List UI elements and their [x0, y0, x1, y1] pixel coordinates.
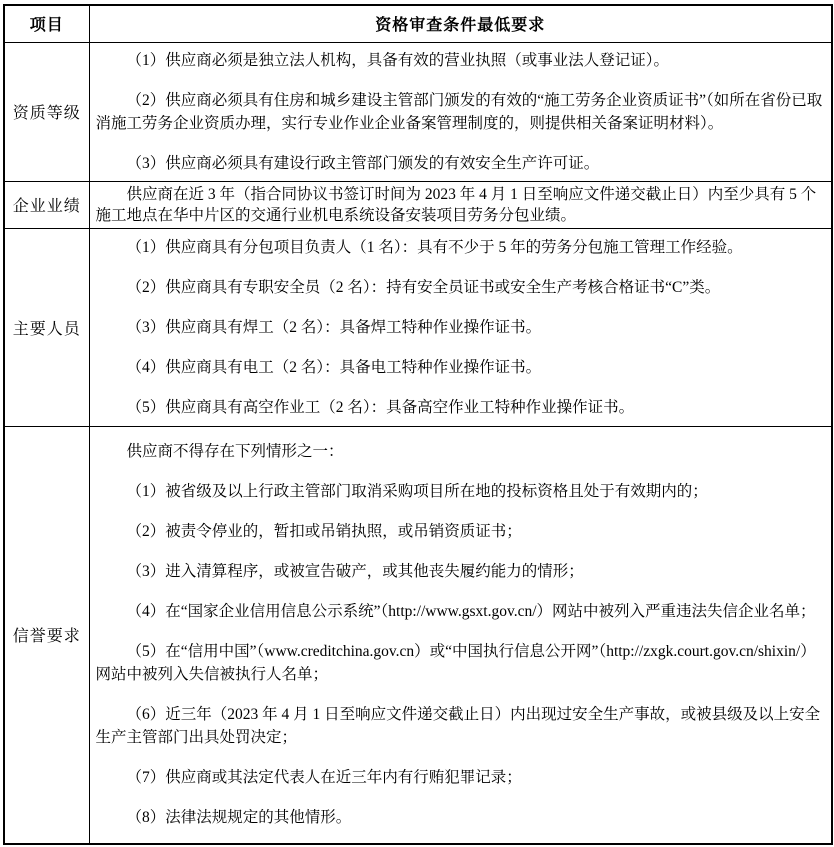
requirement-paragraph: （1）被省级及以上行政主管部门取消采购项目所在地的投标资格且处于有效期内的；: [126, 483, 708, 501]
header-cell-requirements: 资格审查条件最低要求: [89, 5, 832, 42]
row-content-key-personnel: [89, 228, 832, 426]
qualification-review-table: [3, 4, 833, 845]
requirement-paragraph: （1）供应商必须是独立法人机构，具备有效的营业执照（或事业法人登记证）。: [126, 51, 670, 69]
row-content-qualification-level: [89, 42, 832, 181]
row-content-enterprise-performance: [89, 181, 832, 228]
table-row-enterprise-performance: [4, 181, 832, 228]
header-cell-item: 项目: [4, 5, 89, 42]
table-header-row: [4, 5, 832, 42]
row-label-enterprise-performance: 企业业绩: [4, 181, 89, 228]
requirement-paragraph: （6）近三年（2023 年 4 月 1 日至响应文件递交截止日）内出现过安全生产事故，或被县级及以上安全生产主管部门出具处罚决定；: [95, 706, 821, 747]
requirement-paragraph: （5）在“信用中国”（www.creditchina.gov.cn）或“中国执行信息公开网”（http://zxgk.court.gov.cn/shixin/）网站中被列入失信被执行人名单；: [95, 643, 816, 684]
requirement-paragraph: （1）供应商具有分包项目负责人（1 名）：具有不少于 5 年的劳务分包施工管理工作经验。: [126, 238, 743, 256]
requirement-paragraph: （3）供应商具有焊工（2 名）：具备焊工特种作业操作证书。: [126, 318, 542, 336]
requirement-paragraph: （7）供应商或其法定代表人在近三年内有行贿犯罪记录；: [126, 769, 522, 787]
requirement-paragraph: （3）进入清算程序，或被宣告破产，或其他丧失履约能力的情形；: [126, 563, 584, 581]
requirement-paragraph: （3）供应商必须具有建设行政主管部门颁发的有效安全生产许可证。: [126, 154, 600, 172]
requirement-paragraph: 供应商不得存在下列情形之一：: [126, 443, 344, 461]
table-row-key-personnel: [4, 228, 832, 426]
requirement-paragraph: （8）法律法规规定的其他情形。: [126, 809, 352, 827]
requirement-paragraph: （4）在“国家企业信用信息公示系统”（http://www.gsxt.gov.cn/）网站中被列入严重违法失信企业名单；: [126, 603, 816, 621]
requirement-paragraph: （2）被责令停业的，暂扣或吊销执照，或吊销资质证书；: [126, 523, 522, 541]
row-label-reputation-requirements: 信誉要求: [4, 426, 89, 844]
requirement-paragraph: （2）供应商必须具有住房和城乡建设主管部门颁发的有效的“施工劳务企业资质证书”（如所在省份已取消施工劳务企业资质办理，实行专业作业企业备案管理制度的，则提供相关备案证明材料）。: [95, 91, 823, 132]
requirement-paragraph: （2）供应商具有专职安全员（2 名）：持有安全员证书或安全生产考核合格证书“C”类。: [126, 278, 721, 296]
table-row-reputation-requirements: [4, 426, 832, 844]
requirement-paragraph: （4）供应商具有电工（2 名）：具备电工特种作业操作证书。: [126, 358, 542, 376]
requirement-paragraph: （5）供应商具有高空作业工（2 名）：具备高空作业工特种作业操作证书。: [126, 398, 635, 416]
row-content-reputation-requirements: [89, 426, 832, 844]
row-label-qualification-level: 资质等级: [4, 42, 89, 181]
row-label-key-personnel: 主要人员: [4, 228, 89, 426]
requirement-paragraph: 供应商在近 3 年（指合同协议书签订时间为 2023 年 4 月 1 日至响应文件递交截止日）内至少具有 5 个施工地点在华中片区的交通行业机电系统设备安装项目劳务分包业绩。: [95, 185, 817, 224]
table-row-qualification-level: [4, 42, 832, 181]
